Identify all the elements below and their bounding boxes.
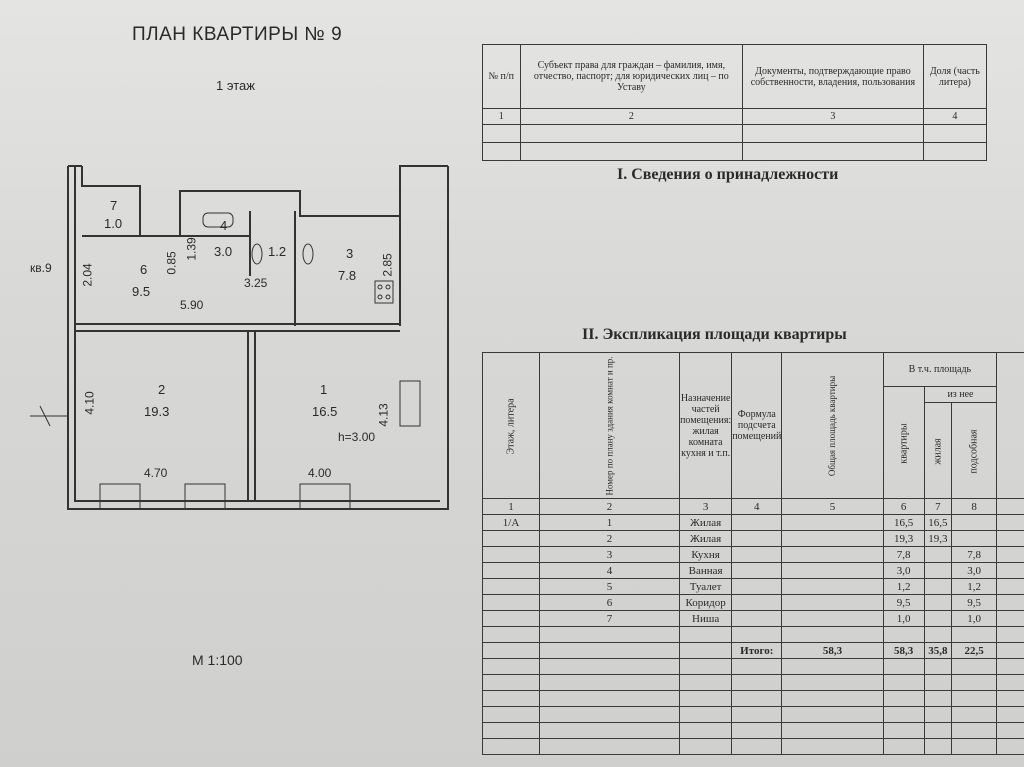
room-2-area: 19.3 xyxy=(144,404,170,419)
scale-label: М 1:100 xyxy=(192,652,243,668)
table-row: 3 Кухня 7,8 7,8 xyxy=(483,547,1024,563)
dim-2-85: 2.85 xyxy=(380,253,395,277)
room-6-area: 9.5 xyxy=(132,284,151,299)
ownership-header-share: Доля (часть литера) xyxy=(923,45,986,109)
col-height-header xyxy=(997,353,1024,499)
floor-plan-drawing xyxy=(20,6,462,751)
dim-1-39: 1.39 xyxy=(184,237,199,261)
col-number-header: Номер по плану здания комнат и пр. xyxy=(540,353,680,499)
total-row: Итого: 58,3 58,3 35,8 22,5 xyxy=(483,643,1024,659)
table-row: 7 Ниша 1,0 1,0 xyxy=(483,611,1024,627)
plan-title: ПЛАН КВАРТИРЫ № 9 xyxy=(132,24,343,45)
room-1-number: 1 xyxy=(320,382,328,397)
table-row: 2 Жилая 19,3 19,3 xyxy=(483,531,1024,547)
ownership-header-subject: Субъект права для граждан – фамилия, имя, отчество, паспорт; для юридических лиц – по Уставу xyxy=(520,45,743,109)
neighbor-label: кв.9 xyxy=(30,261,52,275)
floor-plan-panel xyxy=(20,6,462,751)
col-group-header: В т.ч. площадь xyxy=(883,353,997,387)
index-row: 1 2 3 4 5 6 7 8 xyxy=(483,499,1024,515)
tables-panel xyxy=(462,20,1017,755)
ownership-table xyxy=(482,44,987,161)
ownership-index-3: 3 xyxy=(743,109,924,125)
room-5-area: 1.2 xyxy=(268,244,287,259)
table-row: 6 Коридор 9,5 9,5 xyxy=(483,595,1024,611)
col-formula-header: Формула подсчета помещений xyxy=(732,353,782,499)
room-3-number: 3 xyxy=(346,246,354,261)
ownership-index-2: 2 xyxy=(520,109,743,125)
dim-4-70: 4.70 xyxy=(144,466,168,480)
col-living-header: жилая xyxy=(924,403,951,499)
dim-0-85: 0.85 xyxy=(164,251,179,275)
room-2-number: 2 xyxy=(158,382,166,397)
dim-2-04: 2.04 xyxy=(80,263,95,287)
table-row: 4 Ванная 3,0 3,0 xyxy=(483,563,1024,579)
ownership-header-num: № п/п xyxy=(483,45,521,109)
room-3-area: 7.8 xyxy=(338,268,357,283)
room-1-area: 16.5 xyxy=(312,404,338,419)
ownership-index-4: 4 xyxy=(923,109,986,125)
dim-4-13: 4.13 xyxy=(376,403,391,427)
explication-table xyxy=(482,352,1024,755)
table-row: 1/А 1 Жилая 16,5 16,5 xyxy=(483,515,1024,531)
room-7-area: 1.0 xyxy=(104,216,123,231)
table-row: 5 Туалет 1,2 1,2 xyxy=(483,579,1024,595)
col-total-header: Общая площадь квартиры xyxy=(782,353,883,499)
col-subgroup-header: из нее xyxy=(924,387,996,403)
col-floor-header: Этаж, литера xyxy=(483,353,540,499)
dim-4-10: 4.10 xyxy=(82,391,97,415)
ceiling-height: h=3.00 xyxy=(338,430,376,444)
dim-4-00: 4.00 xyxy=(308,466,332,480)
col-purpose-header: Назначение частей помещения: жилая комната кухня и т.п. xyxy=(680,353,732,499)
explication-section-title: II. Экспликация площади квартиры xyxy=(582,326,847,343)
room-4-area: 3.0 xyxy=(214,244,233,259)
ownership-index-1: 1 xyxy=(483,109,521,125)
room-4-number: 4 xyxy=(220,218,228,233)
room-6-number: 6 xyxy=(140,262,148,277)
dim-5-90: 5.90 xyxy=(180,298,204,312)
ownership-header-documents: Документы, подтверждающие право собственности, владения, пользования xyxy=(743,45,924,109)
col-apartment-header: квартиры xyxy=(883,387,924,499)
dim-3-25: 3.25 xyxy=(244,276,268,290)
room-7-number: 7 xyxy=(110,198,118,213)
col-utility-header: подсобная xyxy=(952,403,997,499)
ownership-section-title: I. Сведения о принадлежности xyxy=(617,166,839,183)
floor-label: 1 этаж xyxy=(216,78,255,93)
